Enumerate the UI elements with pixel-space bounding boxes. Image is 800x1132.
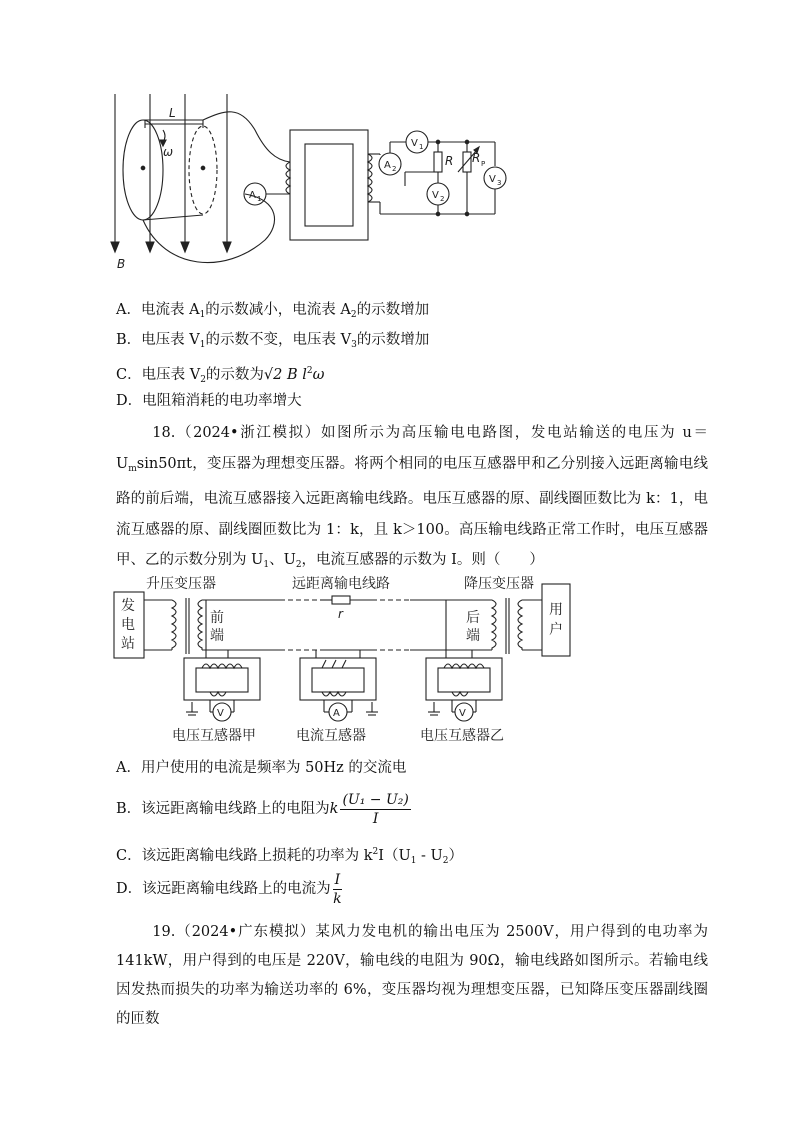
formula-v2: √2 B l [263,367,307,383]
svg-text:R: R [445,154,454,168]
user-box [542,584,570,656]
formula-resistance: $\frac{\text{(U₁ − U₂)}}{I}$ [342,791,409,827]
label-long-line: 远距离输电线路 [292,576,390,592]
svg-text:端: 端 [466,628,480,644]
figure-generator-circuit [105,90,525,282]
resistor-r [434,152,442,172]
voltage-transformer-b [426,600,502,721]
q17-option-c[interactable]: C．电压表 $V_2$的示数为√2 B $l^2\omega$ [116,366,325,385]
svg-text:2: 2 [392,165,397,173]
svg-text:2: 2 [440,195,445,203]
formula-current: $\frac{I}{k}$ [333,871,342,907]
q19-source: （2024•广东模拟） [175,924,316,940]
label-vt-a: 电压互感器甲 [172,728,256,744]
q18-option-a[interactable]: A．用户使用的电流是频率为 50Hz 的交流电 [116,760,407,776]
figure-transmission-line [110,572,580,750]
svg-text:V: V [411,138,418,149]
svg-text:V: V [432,190,439,201]
svg-text:后: 后 [466,610,480,626]
q17-option-b[interactable]: B．电压表 $V_1$的示数不变，电压表 $V_3$的示数增加 [116,332,430,350]
svg-text:A: A [249,190,256,201]
svg-text:V: V [459,708,466,719]
label-omega: ω [163,145,174,159]
svg-text:R: R [472,151,481,165]
q19-number: 19. [152,924,176,940]
label-step-down: 降压变压器 [464,576,534,592]
svg-text:r: r [338,607,343,621]
label-L: L [169,106,176,120]
q18-option-c[interactable]: C．该远距离输电线路上损耗的功率为 $k^2I(U_1 - U_2)$ [116,847,463,866]
svg-text:发: 发 [121,598,135,614]
svg-text:电: 电 [121,617,135,633]
svg-text:3: 3 [497,179,502,187]
svg-text:1: 1 [419,143,424,151]
q18-option-d[interactable]: D．该远距离输电线路上的电流为 $\frac{I}{k}$ [116,871,342,907]
label-step-up: 升压变压器 [146,576,216,592]
q17-option-a[interactable]: A．电流表 $A_1$的示数减小，电流表 $A_2$的示数增加 [116,302,430,320]
label-B: B [117,257,126,271]
svg-text:V: V [489,174,496,185]
q17-option-d[interactable]: D．电阻箱消耗的电功率增大 [116,393,302,409]
svg-text:V: V [217,708,224,719]
q18-option-b[interactable]: B．该远距离输电线路上的电阻为k $\frac{\text{(U₁ − U₂)}}{I}$ [116,791,409,827]
label-ct: 电流互感器 [296,728,366,744]
q18-number: 18. [152,425,176,441]
line-resistor-r [332,596,350,604]
svg-text:P: P [481,160,486,168]
q19-stem: 19.（2024•广东模拟）某风力发电机的输出电压为 2500V，用户得到的电功率为 141kW，用户得到的电压是 220V，输电线的电阻为 90Ω，输电线路如图所示。若输电线因发热而损失的功率为输送功率的 6%，变压器均视为理想变压器，已知降压变压器副线圈的匝数 [116,924,708,1027]
svg-text:用: 用 [549,602,563,618]
svg-text:前: 前 [210,610,224,626]
svg-text:A: A [384,160,391,171]
label-vt-b: 电压互感器乙 [420,728,504,744]
svg-text:户: 户 [549,622,563,638]
svg-text:站: 站 [121,636,135,652]
svg-text:A: A [333,708,340,719]
transformer-core [290,130,368,240]
q18-stem: 18.（2024•浙江模拟）如图所示为高压输电电路图，发电站输送的电压为 $u=U_m\sin 50\pi t$，变压器为理想变压器。将两个相同的电压互感器甲和乙分别接入远距离输电线路的前后端，电流互感器接入远距离输电线路。电压互感器的原、副线圈匝数比为 k：1，电流互感器的原、副线圈匝数比为 1：k，且 k＞100。高压输电线路正常工作时，电压互感器甲、乙的示数分别为 $U_1$、$U_2$，电流互感器的示数为 I。则（ ） [116,425,708,570]
svg-text:端: 端 [210,628,224,644]
current-transformer [300,650,378,721]
svg-text:1: 1 [257,195,262,203]
q18-source: （2024•浙江模拟） [175,425,321,441]
